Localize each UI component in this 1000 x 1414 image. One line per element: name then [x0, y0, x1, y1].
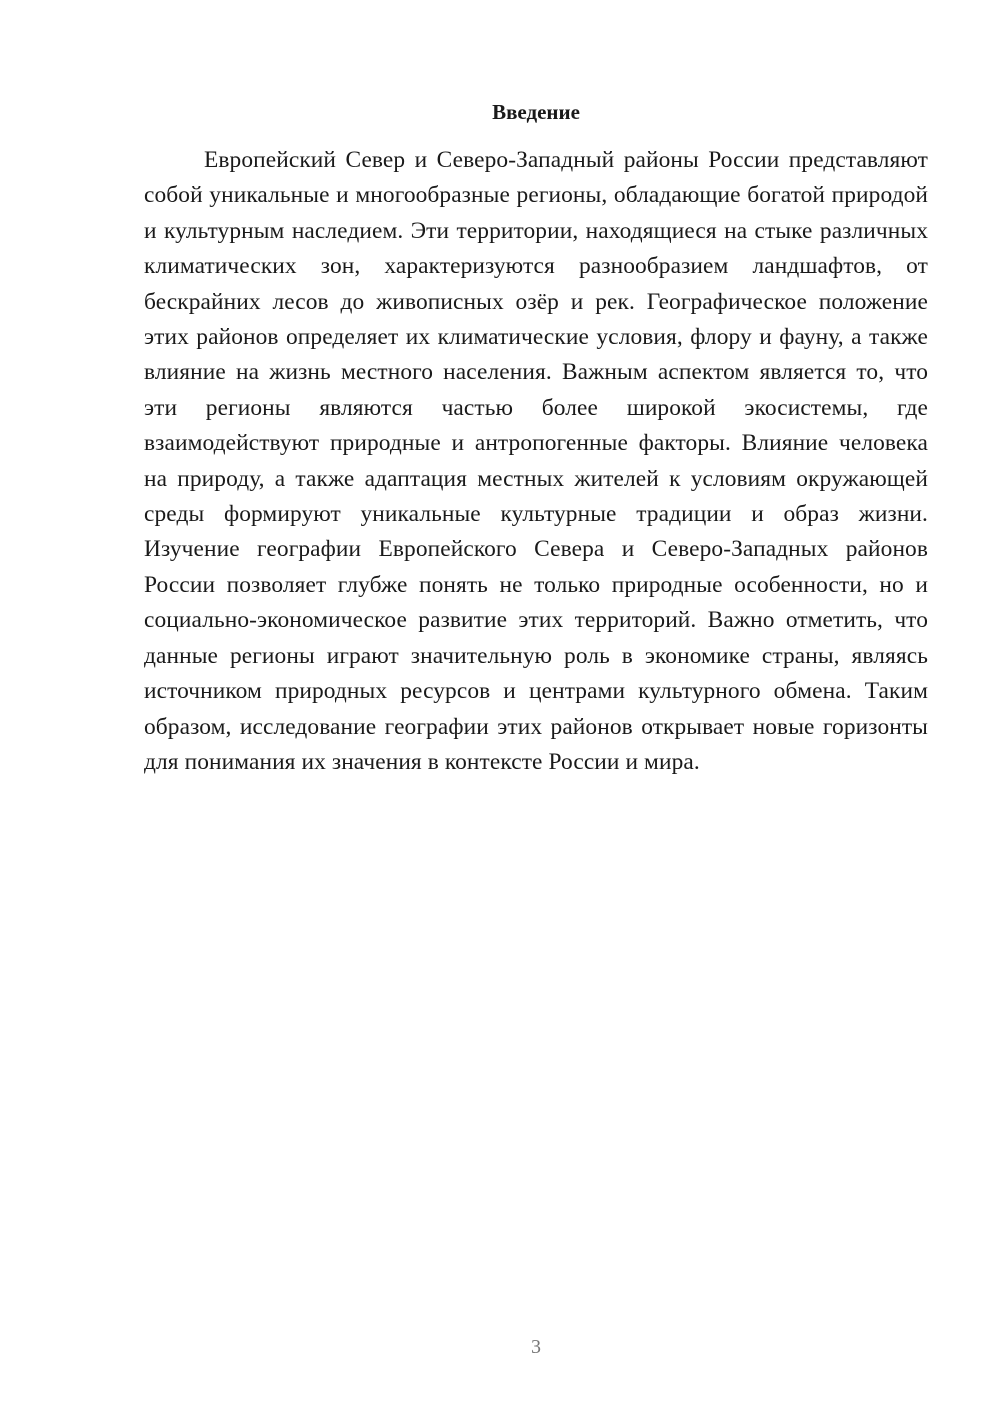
page-number: 3 — [531, 1336, 541, 1358]
section-heading: Введение — [492, 100, 580, 124]
body-paragraph: Европейский Север и Северо-Западный районы России представляют собой уникальные и многообразные регионы, обладающие богатой природой и культурным наследием. Эти территории, находящиеся на стыке различных климатических зон, характеризуются разнообразием ландшафтов, от бескрайних лесов до живописных озёр и рек. Географическое положение этих районов определяет их климатические условия, флору и фауну, а также влияние на жизнь местного населения. Важным аспектом является то, что эти регионы являются частью более широкой экосистемы, где взаимодействуют природные и антропогенные факторы. Влияние человека на природу, а также адаптация местных жителей к условиям окружающей среды формируют уникальные культурные традиции и образ жизни. Изучение географии Европейского Севера и Северо-Западных районов России позволяет глубже понять не только природные особенности, но и социально-экономическое развитие этих территорий. Важно отметить, что данные регионы играют значительную роль в экономике страны, являясь источником природных ресурсов и центрами культурного обмена. Таким образом, исследование географии этих районов открывает новые горизонты для понимания их значения в контексте России и мира. — [144, 147, 928, 775]
